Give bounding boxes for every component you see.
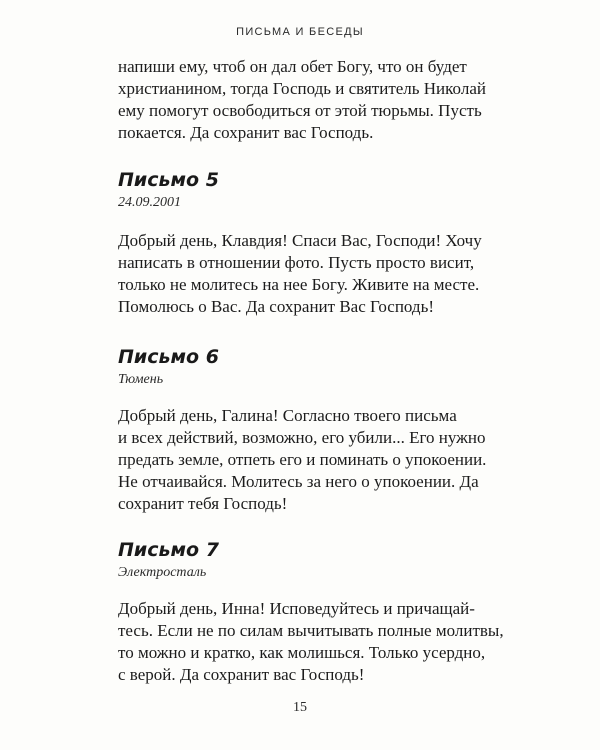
- running-head: ПИСЬМА И БЕСЕДЫ: [236, 26, 364, 38]
- letter-6-title: Письмо 6: [118, 346, 219, 368]
- text-line: Добрый день, Галина! Согласно твоего письма: [118, 406, 457, 425]
- text-line: покается. Да сохранит вас Господь.: [118, 123, 374, 142]
- letter-5-date: 24.09.2001: [118, 195, 181, 210]
- letter-7-title: Письмо 7: [118, 539, 219, 561]
- text-line: сохранит тебя Господь!: [118, 494, 288, 513]
- text-line: Добрый день, Инна! Исповедуйтесь и причащай-: [118, 599, 475, 618]
- letter-5-body: [118, 230, 483, 318]
- text-line: тесь. Если не по силам вычитывать полные молитвы,: [118, 621, 504, 640]
- intro-paragraph: [118, 56, 486, 144]
- text-line: напиши ему, чтоб он дал обет Богу, что он будет: [118, 57, 467, 76]
- text-line: только не молитесь на нее Богу. Живите на месте.: [118, 275, 480, 294]
- letter-7-place: Электросталь: [118, 565, 207, 580]
- text-line: то можно и кратко, как молишься. Только усердно,: [118, 643, 486, 662]
- text-line: Помолюсь о Вас. Да сохранит Вас Господь!: [118, 297, 434, 316]
- text-line: и всех действий, возможно, его убили... Его нужно: [118, 428, 486, 447]
- letter-6-body: [118, 405, 487, 515]
- text-line: христианином, тогда Господь и святитель Николай: [118, 79, 486, 98]
- letter-5-title: Письмо 5: [118, 169, 219, 191]
- page-number: 15: [293, 700, 307, 715]
- letter-6-place: Тюмень: [118, 372, 164, 387]
- text-line: ему помогут освободиться от этой тюрьмы. Пусть: [118, 101, 482, 120]
- text-line: Не отчаивайся. Молитесь за него о упокоении. Да: [118, 472, 479, 491]
- text-line: написать в отношении фото. Пусть просто висит,: [118, 253, 475, 272]
- text-line: Добрый день, Клавдия! Спаси Вас, Господи! Хочу: [118, 231, 482, 250]
- letter-7-body: [118, 598, 504, 686]
- text-line: с верой. Да сохранит вас Господь!: [118, 665, 365, 684]
- text-line: предать земле, отпеть его и поминать о упокоении.: [118, 450, 487, 469]
